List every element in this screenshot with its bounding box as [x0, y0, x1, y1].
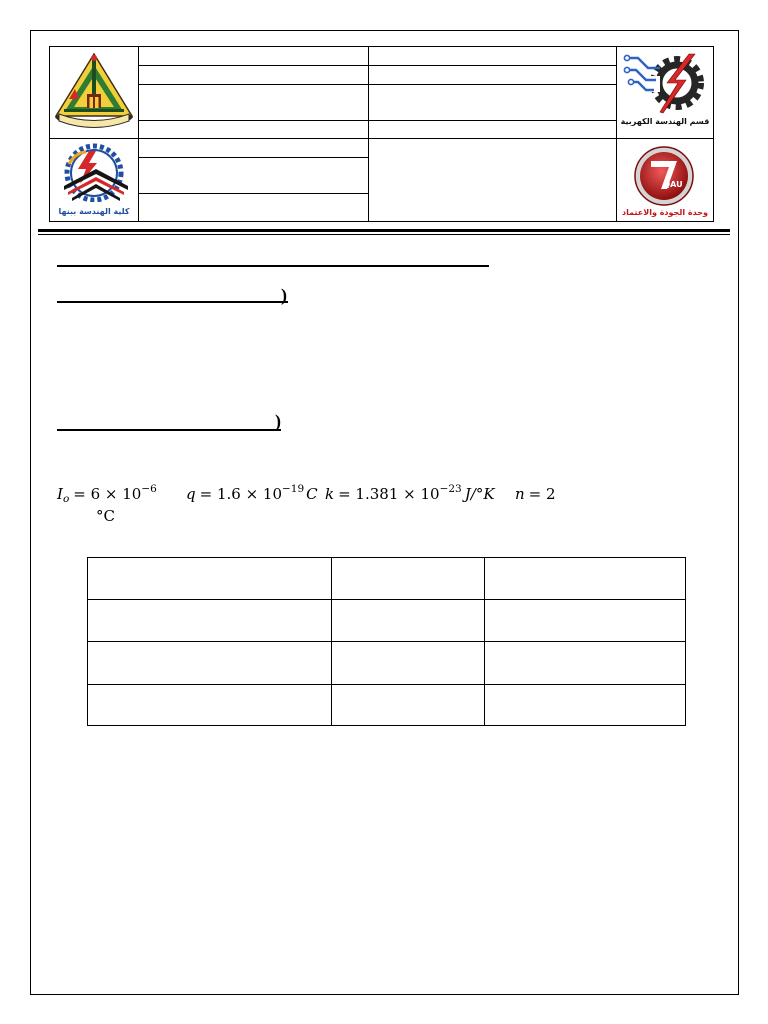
quality-assurance-unit-logo [634, 146, 694, 206]
table-cell [88, 642, 332, 685]
table-cell [485, 685, 686, 726]
header-info-cell [138, 138, 369, 158]
electron-charge-value: = 1.6 × 10 [199, 485, 282, 503]
saturation-current-exponent: −6 [141, 483, 157, 495]
boltzmann-constant-term [325, 484, 495, 504]
heading-3-underline [57, 429, 281, 431]
header-info-cell [138, 46, 369, 66]
header-info-cell [138, 65, 369, 85]
table-cell [88, 685, 332, 726]
saturation-current-symbol: I [57, 485, 63, 503]
saturation-current-term [57, 484, 157, 504]
saturation-current-subscript: o [62, 493, 70, 505]
gate [87, 94, 101, 108]
table-cell [88, 600, 332, 642]
table-cell [332, 642, 485, 685]
table-cell [485, 558, 686, 600]
table-cell [332, 600, 485, 642]
boltzmann-constant-symbol: k [325, 485, 335, 503]
electrical-engineering-department-logo [622, 52, 708, 114]
benha-faculty-of-engineering-logo [56, 142, 132, 202]
torch-spire [92, 58, 96, 98]
benha-university-logo [55, 51, 133, 131]
heading-3-closing-bracket: ) [275, 411, 281, 431]
gate-door-left [90, 97, 94, 108]
circuit-node [624, 55, 629, 60]
table-cell [485, 642, 686, 685]
header-info-cell [368, 120, 617, 139]
ideality-factor-term [515, 484, 556, 504]
circuit-node [624, 67, 629, 72]
header-divider-thick [38, 229, 730, 232]
quality-unit-logo-caption: وحدة الجودة والاعتماد [622, 208, 708, 217]
header-info-cell [138, 157, 369, 194]
electron-charge-exponent: −19 [282, 483, 305, 495]
torch-flame [91, 55, 97, 61]
boltzmann-constant-exponent: −23 [439, 483, 462, 495]
table-row [88, 685, 686, 726]
qau-badge-text: QAU [663, 180, 683, 189]
header-info-cell [138, 193, 369, 222]
base-stripe [64, 109, 124, 112]
temperature-unit-label: °C [96, 507, 115, 525]
header-info-cell [138, 120, 369, 139]
header-info-cell [368, 138, 617, 222]
faculty-logo-caption: كلية الهندسة ببنها [58, 207, 130, 216]
saturation-current-value: = 6 × 10 [73, 485, 142, 503]
heading-1-underline [57, 265, 489, 267]
table-cell [332, 558, 485, 600]
table-cell [88, 558, 332, 600]
inner-disc [640, 152, 688, 200]
heading-2-underline [57, 301, 288, 303]
circuit-trace [628, 58, 660, 68]
results-table-body [88, 558, 686, 726]
table-row [88, 600, 686, 642]
table-cell [485, 600, 686, 642]
table-row [88, 558, 686, 600]
header-divider-thin [38, 234, 730, 235]
ideality-factor-value: = 2 [528, 485, 556, 503]
electron-charge-term [186, 484, 318, 504]
header-info-cell [368, 65, 617, 85]
header-info-cell [368, 46, 617, 66]
electron-charge-unit: C [306, 485, 318, 503]
boltzmann-constant-value: = 1.381 × 10 [338, 485, 440, 503]
electron-charge-symbol: q [186, 485, 196, 503]
header-info-cell [368, 84, 617, 121]
ideality-factor-symbol: n [515, 485, 525, 503]
department-logo-caption: قسم الهندسة الكهربية [620, 117, 710, 126]
table-row [88, 642, 686, 685]
results-table [87, 557, 686, 726]
gate-door-right [95, 97, 99, 108]
circuit-node [628, 79, 633, 84]
table-cell [332, 685, 485, 726]
heading-2-closing-bracket: ) [281, 285, 287, 305]
boltzmann-constant-unit: J/°K [464, 485, 495, 503]
header-info-cell [138, 84, 369, 121]
